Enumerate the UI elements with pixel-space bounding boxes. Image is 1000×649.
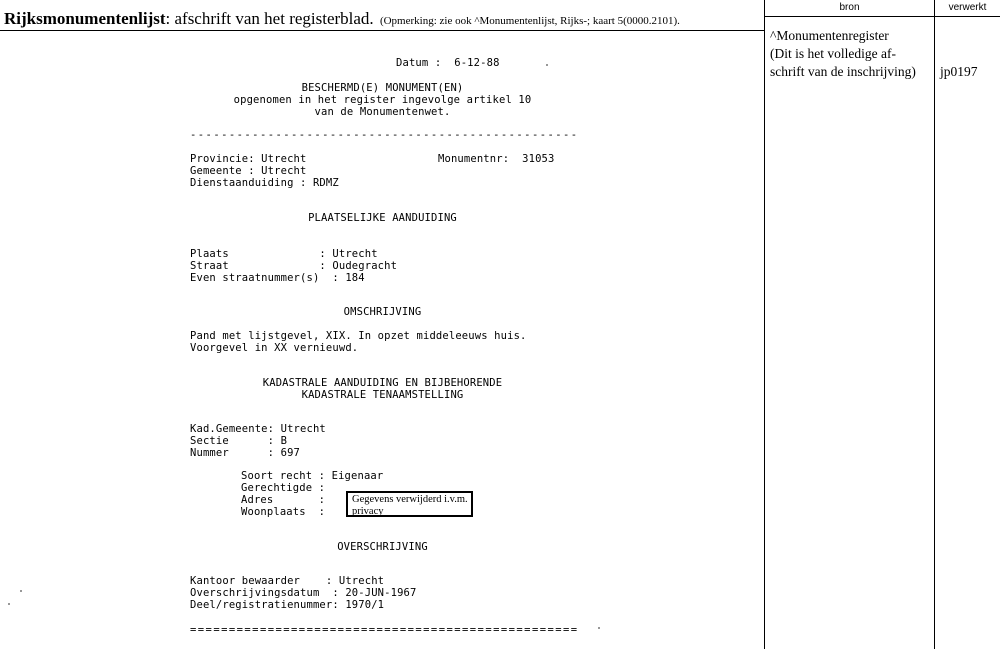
omschrijving-line: Pand met lijstgevel, XIX. In opzet middeleeuws huis. (190, 330, 527, 342)
title-bold: Rijksmonumentenlijst (4, 9, 166, 28)
heading-register: opgenomen in het register ingevolge artikel 10 (233, 94, 532, 106)
privacy-redaction-box (346, 491, 473, 517)
scan-speck (8, 603, 10, 605)
sectie-line: Sectie : B (190, 435, 288, 447)
deel-line: Deel/registratienummer: 1970/1 (190, 599, 385, 611)
kantoor-line: Kantoor bewaarder : Utrecht (190, 575, 385, 587)
privacy-note: Gegevens verwijderd i.v.m. (352, 494, 468, 505)
privacy-note: privacy (352, 506, 384, 517)
bron-line: schrift van de inschrijving) (770, 64, 916, 79)
provincie-line: Provincie: Utrecht (190, 153, 307, 165)
title-rest: : afschrift van het registerblad. (165, 9, 374, 28)
plaats-line: Plaats : Utrecht (190, 248, 378, 260)
section-kadastrale-tenaamstelling: KADASTRALE TENAAMSTELLING (301, 389, 464, 401)
bron-column-header: bron (839, 2, 860, 13)
dashed-rule: -------------------------------------------------- (190, 129, 579, 141)
bron-line: (Dit is het volledige af- (770, 46, 896, 61)
scan-speck (20, 590, 22, 592)
straatnummer-line: Even straatnummer(s) : 184 (190, 272, 365, 284)
section-plaatselijke-aanduiding: PLAATSELIJKE AANDUIDING (308, 212, 457, 224)
straat-line: Straat : Oudegracht (190, 260, 398, 272)
bron-entry (770, 27, 916, 81)
header-rule (0, 30, 764, 31)
datum-line: Datum : 6-12-88 (396, 57, 500, 69)
section-kadastrale-aanduiding: KADASTRALE AANDUIDING EN BIJBEHORENDE (262, 377, 503, 389)
adres-line: Adres : (241, 494, 326, 506)
gerechtigde-line: Gerechtigde : (241, 482, 326, 494)
soort-recht-line: Soort recht : Eigenaar (241, 470, 384, 482)
woonplaats-line: Woonplaats : (241, 506, 326, 518)
heading-wet: van de Monumentenwet. (314, 106, 451, 118)
page-title (4, 9, 680, 29)
gemeente-line: Gemeente : Utrecht (190, 165, 307, 177)
heading-monumenten: BESCHERMD(E) MONUMENT(EN) (301, 82, 464, 94)
section-omschrijving: OMSCHRIJVING (343, 306, 422, 318)
dienst-line: Dienstaanduiding : RDMZ (190, 177, 339, 189)
monumentnr-line: Monumentnr: 31053 (438, 153, 555, 165)
column-divider-right (934, 0, 935, 649)
scan-speck (546, 64, 548, 66)
equals-rule: ================================================== (190, 624, 579, 636)
bron-line: ^Monumentenregister (770, 28, 889, 43)
overschrijvingsdatum-line: Overschrijvingsdatum : 20-JUN-1967 (190, 587, 417, 599)
kad-gemeente-line: Kad.Gemeente: Utrecht (190, 423, 326, 435)
verwerkt-column-header: verwerkt (948, 2, 987, 13)
title-note: (Opmerking: zie ook ^Monumentenlijst, Rijks-; kaart 5(0000.2101). (379, 15, 680, 27)
scan-speck (598, 627, 600, 629)
column-divider-left (764, 0, 765, 649)
verwerkt-value: jp0197 (940, 64, 978, 79)
column-header-rule (764, 16, 1000, 17)
omschrijving-line: Voorgevel in XX vernieuwd. (190, 342, 359, 354)
nummer-line: Nummer : 697 (190, 447, 301, 459)
section-overschrijving: OVERSCHRIJVING (337, 541, 428, 553)
